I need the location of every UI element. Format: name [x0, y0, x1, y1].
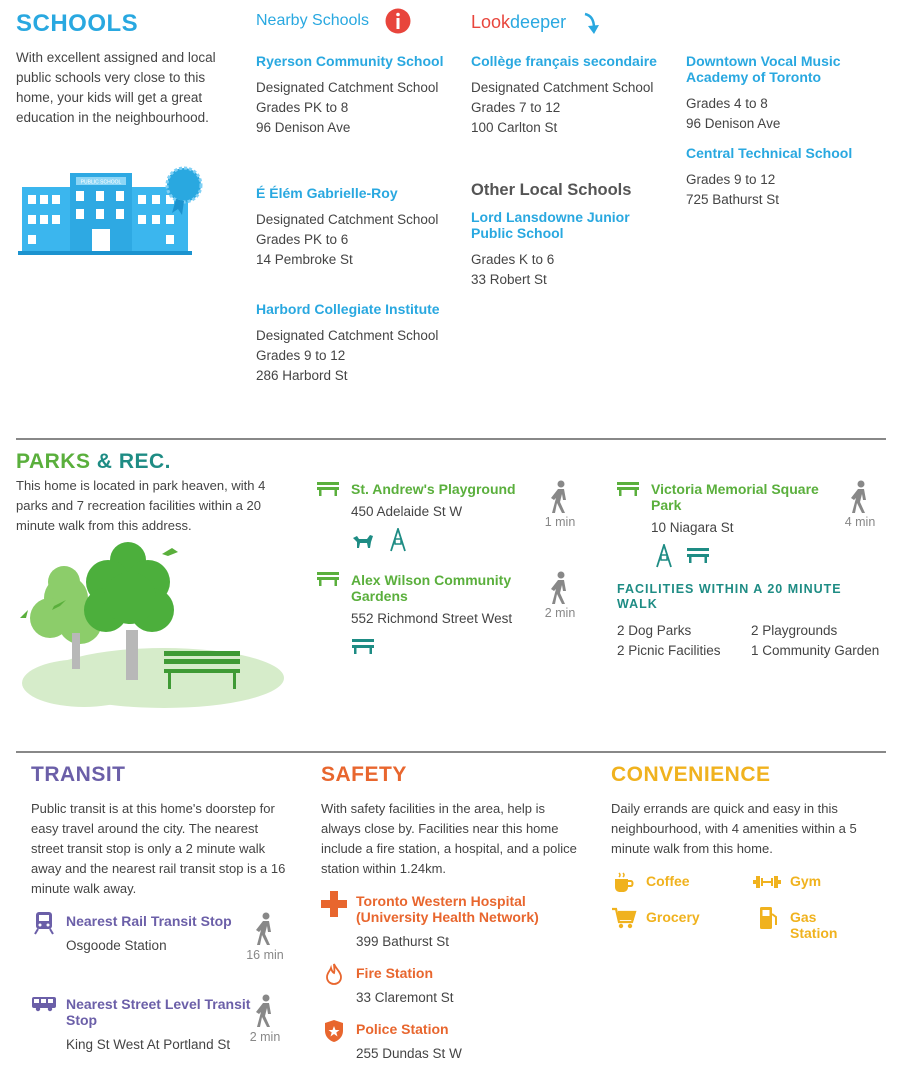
- school-entry[interactable]: [256, 301, 446, 386]
- hospital-cross-icon: [321, 891, 347, 917]
- dog-park-icon: [351, 530, 375, 550]
- school-address: 725 Bathurst St: [686, 192, 780, 207]
- park-illustration: [14, 538, 286, 710]
- lookdeeper-logo[interactable]: [471, 12, 566, 33]
- school-address: 96 Denison Ave: [686, 116, 781, 131]
- school-grades: Grades PK to 6: [256, 232, 349, 247]
- school-address: 96 Denison Ave: [256, 120, 351, 135]
- police-badge-icon: [324, 1019, 344, 1043]
- park-entry[interactable]: [351, 572, 541, 629]
- safety-entry[interactable]: [356, 1021, 571, 1064]
- school-name[interactable]: Downtown Vocal Music Academy of Toronto: [686, 53, 841, 85]
- playground-icon: [387, 528, 409, 552]
- school-entry[interactable]: [471, 53, 661, 138]
- park-name[interactable]: St. Andrew's Playground: [351, 481, 516, 497]
- safety-entry[interactable]: [356, 893, 571, 952]
- park-address: 450 Adelaide St W: [351, 504, 463, 519]
- parks-title-b: &: [96, 450, 113, 473]
- school-catchment: Designated Catchment School: [256, 212, 439, 227]
- walking-icon: [254, 994, 276, 1028]
- school-address: 33 Robert St: [471, 272, 547, 287]
- convenience-description: Daily errands are quick and easy in this neighbourhood, with 4 amenities within a 5 minute walk from this home.: [611, 801, 857, 856]
- school-entry[interactable]: [256, 185, 446, 270]
- transit-entry[interactable]: [66, 913, 241, 956]
- school-catchment: Designated Catchment School: [471, 80, 654, 95]
- safety-entry[interactable]: [356, 965, 571, 1008]
- train-icon: [34, 911, 54, 935]
- facility-item: 1 Community Garden: [751, 643, 880, 658]
- schools-title: SCHOOLS: [16, 10, 139, 37]
- school-name[interactable]: Ryerson Community School: [256, 53, 444, 69]
- school-grades: Grades 9 to 12: [686, 172, 776, 187]
- school-catchment: Designated Catchment School: [256, 328, 439, 343]
- safety-title: SAFETY: [321, 763, 407, 786]
- park-address: 552 Richmond Street West: [351, 611, 513, 626]
- amenity-gas-station[interactable]: Gas Station: [790, 909, 838, 941]
- walking-icon: [849, 480, 871, 514]
- school-grades: Grades 4 to 8: [686, 96, 768, 111]
- park-name[interactable]: Alex Wilson Community Gardens: [351, 572, 512, 604]
- facilities-list-right: [751, 621, 881, 661]
- school-name[interactable]: Lord Lansdowne Junior Public School: [471, 209, 630, 241]
- lookdeeper-deeper: deeper: [510, 12, 567, 32]
- safety-address: 399 Bathurst St: [356, 934, 450, 949]
- parks-title-a: PARKS: [16, 450, 91, 473]
- picnic-table-icon: [352, 639, 374, 654]
- section-divider: [16, 438, 886, 440]
- convenience-title: CONVENIENCE: [611, 763, 771, 786]
- park-address: 10 Niagara St: [651, 520, 734, 535]
- nearby-schools-label: Nearby Schools: [256, 12, 369, 29]
- parks-description: This home is located in park heaven, with 4 parks and 7 recreation facilities within a 20 minute walk from this address.: [16, 478, 266, 533]
- info-icon[interactable]: [385, 8, 411, 34]
- schools-description: With excellent assigned and local public schools very close to this home, your kids will get a great education in the neighbourhood.: [16, 50, 216, 125]
- park-entry[interactable]: [351, 481, 541, 522]
- transit-description: Public transit is at this home's doorstep for easy travel around the city. The nearest street transit stop is only a 2 minute walk away and the nearest rail transit stop is a 16 minute walk away.: [31, 801, 286, 896]
- dumbbell-icon: [753, 874, 781, 890]
- bench-icon: [617, 482, 639, 496]
- picnic-table-icon: [687, 548, 709, 563]
- transit-place: Osgoode Station: [66, 938, 167, 953]
- safety-name[interactable]: Police Station: [356, 1021, 449, 1037]
- parks-title-c: REC.: [118, 450, 171, 473]
- walk-time: 4 min: [844, 515, 876, 529]
- school-grades: Grades PK to 8: [256, 100, 349, 115]
- school-name[interactable]: Collège français secondaire: [471, 53, 657, 69]
- school-address: 100 Carlton St: [471, 120, 558, 135]
- school-grades: Grades K to 6: [471, 252, 555, 267]
- school-entry[interactable]: [686, 145, 886, 210]
- school-grades: Grades 7 to 12: [471, 100, 561, 115]
- coffee-icon: [613, 871, 635, 893]
- school-entry[interactable]: [471, 209, 661, 290]
- walk-time: 16 min: [246, 948, 284, 962]
- walk-time: 2 min: [544, 606, 576, 620]
- arrow-down-right-icon: [582, 12, 602, 36]
- school-name[interactable]: É Élém Gabrielle-Roy: [256, 185, 398, 201]
- bench-icon: [317, 572, 339, 586]
- safety-address: 33 Claremont St: [356, 990, 454, 1005]
- safety-name[interactable]: Toronto Western Hospital (University Health Network): [356, 893, 539, 925]
- school-catchment: Designated Catchment School: [256, 80, 439, 95]
- walking-icon: [254, 912, 276, 946]
- facilities-title: FACILITIES WITHIN A 20 MINUTE WALK: [617, 582, 842, 611]
- safety-description: With safety facilities in the area, help is always close by. Facilities near this home include a fire station, a hospital, and a police station within 1.24km.: [321, 801, 577, 876]
- amenity-grocery[interactable]: Grocery: [646, 909, 700, 925]
- amenity-gym[interactable]: Gym: [790, 873, 822, 889]
- school-name[interactable]: Central Technical School: [686, 145, 853, 161]
- transit-entry[interactable]: [66, 996, 251, 1055]
- parks-title: [16, 450, 171, 474]
- safety-address: 255 Dundas St W: [356, 1046, 462, 1061]
- walk-time: 1 min: [544, 515, 576, 529]
- facility-item: 2 Dog Parks: [617, 623, 692, 638]
- amenity-coffee[interactable]: Coffee: [646, 873, 690, 889]
- bench-icon: [317, 482, 339, 496]
- bus-icon: [31, 996, 57, 1012]
- lookdeeper-look: Look: [471, 12, 511, 32]
- transit-name[interactable]: Nearest Rail Transit Stop: [66, 913, 232, 929]
- school-sign-text: PUBLIC SCHOOL: [80, 179, 122, 186]
- school-name[interactable]: Harbord Collegiate Institute: [256, 301, 440, 317]
- shopping-cart-icon: [611, 907, 637, 929]
- playground-icon: [653, 544, 675, 568]
- transit-name[interactable]: Nearest Street Level Transit Stop: [66, 996, 251, 1028]
- facility-item: 2 Picnic Facilities: [617, 643, 721, 658]
- park-name[interactable]: Victoria Memorial Square Park: [651, 481, 819, 513]
- school-entry[interactable]: [256, 53, 446, 138]
- park-entry[interactable]: [651, 481, 821, 538]
- section-divider: [16, 751, 886, 753]
- walking-icon: [549, 480, 571, 514]
- school-grades: Grades 9 to 12: [256, 348, 346, 363]
- facility-item: 2 Playgrounds: [751, 623, 838, 638]
- safety-name[interactable]: Fire Station: [356, 965, 434, 981]
- school-address: 286 Harbord St: [256, 368, 348, 383]
- gas-pump-icon: [758, 905, 778, 931]
- school-building-illustration: [18, 165, 208, 257]
- fire-icon: [326, 963, 342, 985]
- school-entry[interactable]: [686, 53, 886, 134]
- school-address: 14 Pembroke St: [256, 252, 353, 267]
- transit-place: King St West At Portland St: [66, 1037, 231, 1052]
- transit-title: TRANSIT: [31, 763, 126, 786]
- walk-time: 2 min: [249, 1030, 281, 1044]
- facilities-list-left: [617, 621, 747, 661]
- other-schools-label: Other Local Schools: [471, 181, 632, 199]
- walking-icon: [549, 571, 571, 605]
